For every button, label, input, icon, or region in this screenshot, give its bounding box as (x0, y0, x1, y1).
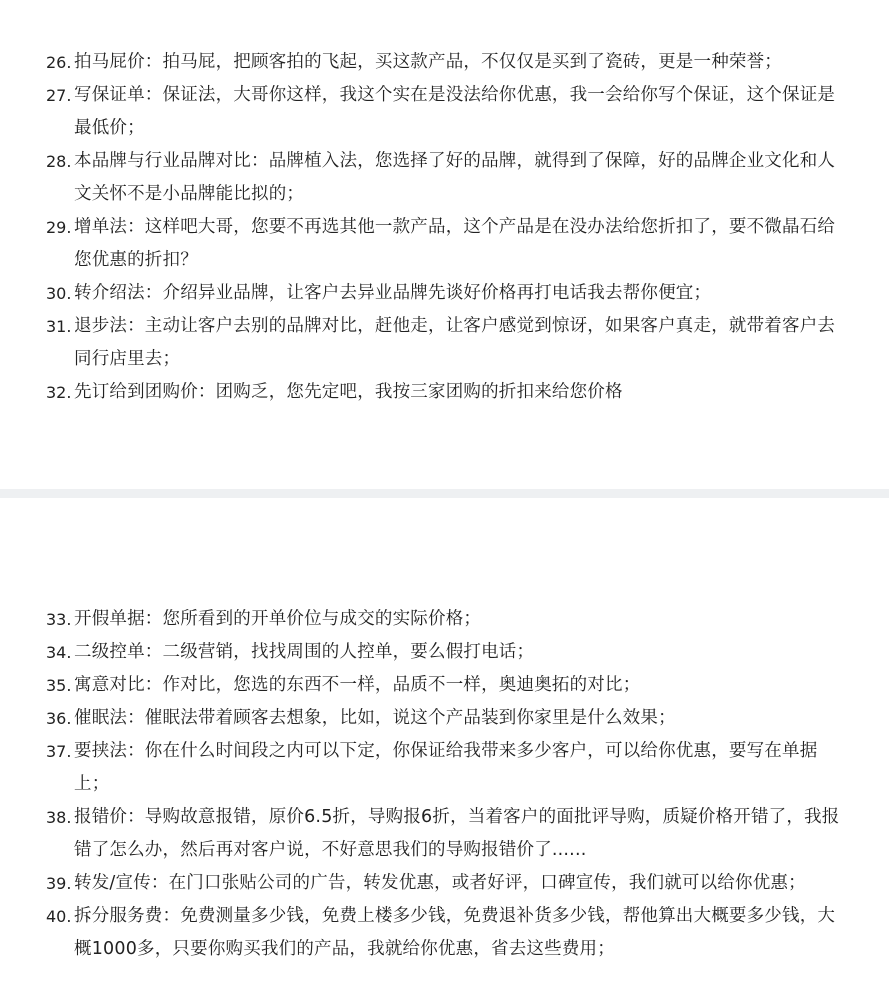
list-item-number: 26. (46, 53, 72, 72)
list-item (0, 46, 889, 79)
list-item-number: 31. (46, 317, 72, 336)
list-item-number: 27. (46, 86, 72, 105)
list-item-text: 退步法：主动让客户去别的品牌对比，赶他走，让客户感觉到惊讶，如果客户真走，就带着客户去同行店里去； (74, 316, 836, 369)
list-item-number: 38. (46, 808, 72, 827)
list-item-number: 34. (46, 643, 72, 662)
list-item-text: 寓意对比：作对比，您选的东西不一样，品质不一样，奥迪奥拓的对比； (74, 675, 641, 695)
list-item-text: 写保证单：保证法，大哥你这样，我这个实在是没法给你优惠，我一会给你写个保证，这个保证是最低价； (74, 85, 836, 138)
list-item-number: 29. (46, 218, 72, 237)
list-item-text: 开假单据：您所看到的开单价位与成交的实际价格； (74, 609, 482, 629)
list-item (0, 801, 889, 867)
list-item (0, 900, 889, 966)
list-item-number: 32. (46, 383, 72, 402)
list-item-text: 二级控单：二级营销，找找周围的人控单，要么假打电话； (74, 642, 535, 662)
list-item-number: 33. (46, 610, 72, 629)
list-item-text: 转发/宣传：在门口张贴公司的广告，转发优惠，或者好评，口碑宣传，我们就可以给你优惠； (74, 873, 806, 893)
list-item-text: 本品牌与行业品牌对比：品牌植入法，您选择了好的品牌，就得到了保障，好的品牌企业文化和人文关怀不是小品牌能比拟的； (74, 151, 836, 204)
list-item-text: 拍马屁价：拍马屁，把顾客拍的飞起，买这款产品，不仅仅是买到了瓷砖，更是一种荣誉； (74, 52, 782, 72)
list-item-text: 催眠法：催眠法带着顾客去想象，比如，说这个产品装到你家里是什么效果； (74, 708, 676, 728)
list-item (0, 145, 889, 211)
list-item-number: 36. (46, 709, 72, 728)
section-divider (0, 489, 889, 498)
list-item-number: 30. (46, 284, 72, 303)
list-item (0, 867, 889, 900)
list-item (0, 376, 889, 409)
list-item (0, 735, 889, 801)
list-item-text: 转介绍法：介绍异业品牌，让客户去异业品牌先谈好价格再打电话我去帮你便宜； (74, 283, 712, 303)
list-item-text: 报错价：导购故意报错，原价6.5折，导购报6折，当着客户的面批评导购，质疑价格开错了，我报错了怎么办，然后再对客户说，不好意思我们的导购报错价了...... (74, 807, 840, 860)
list-item (0, 211, 889, 277)
list-item (0, 603, 889, 636)
list-item-number: 39. (46, 874, 72, 893)
list-item-number: 35. (46, 676, 72, 695)
list-item-text: 要挟法：你在什么时间段之内可以下定，你保证给我带来多少客户，可以给你优惠，要写在单据上； (74, 741, 818, 794)
list-item-number: 28. (46, 152, 72, 171)
list-section-top (0, 46, 889, 409)
list-item (0, 310, 889, 376)
list-item (0, 79, 889, 145)
list-item (0, 277, 889, 310)
list-item (0, 669, 889, 702)
list-item (0, 636, 889, 669)
list-item (0, 702, 889, 735)
list-section-bottom (0, 603, 889, 966)
list-item-text: 拆分服务费：免费测量多少钱，免费上楼多少钱，免费退补货多少钱，帮他算出大概要多少钱，大概1000多，只要你购买我们的产品，我就给你优惠，省去这些费用； (74, 906, 836, 959)
list-item-number: 37. (46, 742, 72, 761)
list-item-number: 40. (46, 907, 72, 926)
list-item-text: 先订给到团购价：团购乏，您先定吧，我按三家团购的折扣来给您价格 (74, 382, 623, 402)
list-item-text: 增单法：这样吧大哥，您要不再选其他一款产品，这个产品是在没办法给您折扣了，要不微晶石给您优惠的折扣？ (74, 217, 836, 270)
